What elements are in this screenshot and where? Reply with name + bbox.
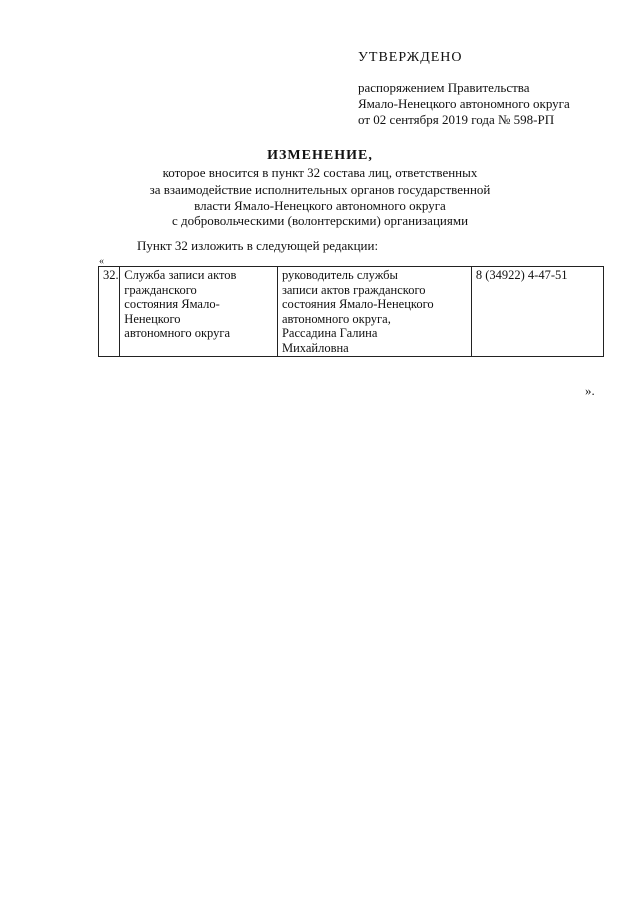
opening-quote: « bbox=[99, 256, 104, 267]
responsible-line: состояния Ямало-Ненецкого bbox=[281, 297, 434, 311]
organization-line: автономного округа bbox=[124, 326, 231, 340]
approval-line-3: от 02 сентября 2019 года № 598-РП bbox=[358, 112, 555, 127]
phone-cell: 8 (34922) 4-47-51 bbox=[471, 267, 603, 357]
intro-text: Пункт 32 изложить в следующей редакции: bbox=[137, 238, 379, 253]
approval-line-2: Ямало-Ненецкого автономного округа bbox=[358, 96, 570, 111]
subject-line-3: власти Ямало-Ненецкого автономного округа bbox=[194, 198, 446, 213]
subject-line-2: за взаимодействие исполнительных органов государственной bbox=[149, 182, 491, 197]
responsible-persons-table bbox=[98, 266, 604, 357]
organization-line: состояния Ямало- bbox=[124, 297, 220, 311]
responsible-line: Михайловна bbox=[281, 340, 349, 355]
organization-line: Ненецкого bbox=[124, 311, 181, 326]
responsible-line: руководитель службы bbox=[281, 268, 398, 282]
table-row bbox=[99, 267, 604, 357]
item-number-cell: 32. bbox=[99, 267, 120, 357]
document-title: ИЗМЕНЕНИЕ, bbox=[267, 148, 373, 163]
subject-line-1: которое вносится в пункт 32 состава лиц, ответственных bbox=[162, 165, 478, 180]
approval-line-1: распоряжением Правительства bbox=[358, 80, 530, 95]
responsible-line: записи актов гражданского bbox=[281, 282, 426, 297]
closing-quote: ». bbox=[585, 383, 595, 398]
responsible-line: Рассадина Галина bbox=[281, 326, 378, 340]
responsible-person-cell bbox=[277, 267, 471, 357]
approval-stamp-title: УТВЕРЖДЕНО bbox=[358, 50, 463, 65]
organization-line: Служба записи актов bbox=[124, 268, 237, 282]
organization-line: гражданского bbox=[124, 282, 197, 297]
subject-line-4: с добровольческими (волонтерскими) организациями bbox=[171, 213, 469, 228]
organization-cell bbox=[120, 267, 278, 357]
responsible-line: автономного округа, bbox=[281, 311, 391, 326]
